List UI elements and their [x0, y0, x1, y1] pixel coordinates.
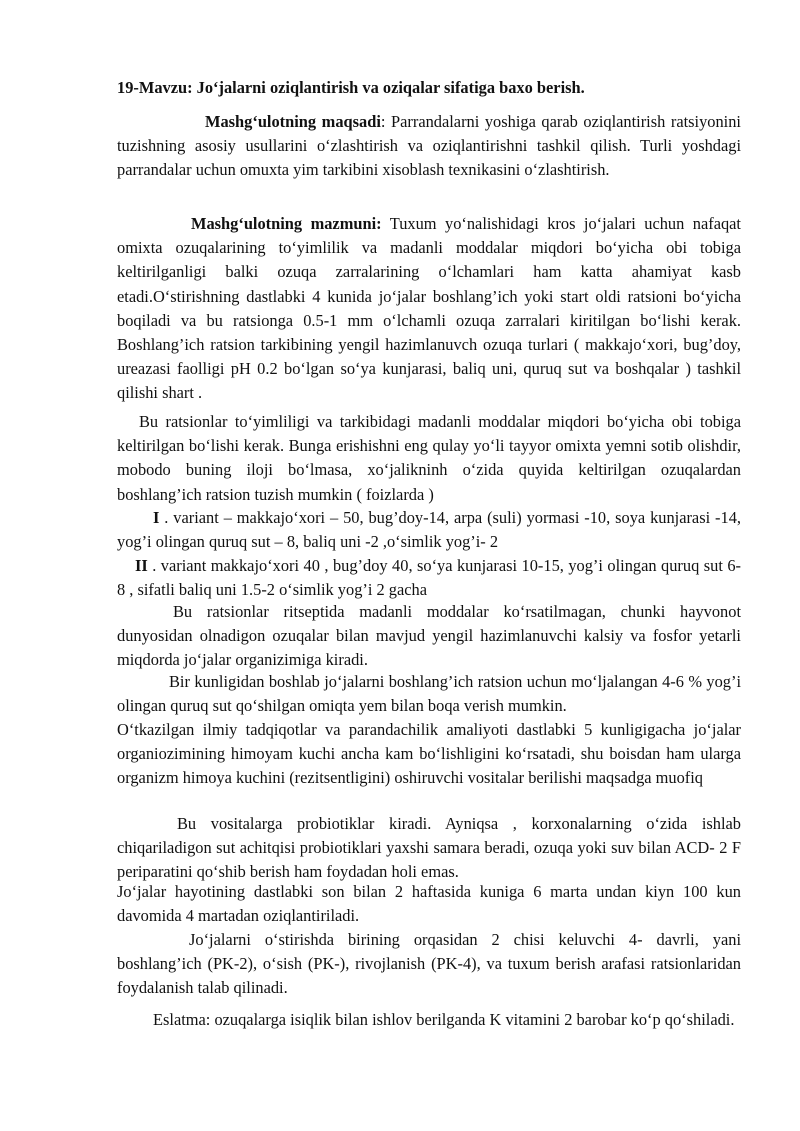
content-paragraph	[117, 212, 741, 406]
content-text: Tuxum yo‘nalishidagi kros jo‘jalari uchun nafaqat omixta ozuqalarining to‘yimlilik va madanli moddalar miqdori bo‘yicha obi tobiga keltirilganligi balki ozuqa zarralarining o‘lchamlari ham katta ahamiyat kasb etadi.O‘stirishning dastlabki 4 kunida jo‘jalar boshlang’ich yoki start oldi ratsioni bo‘yicha boqiladi va bu ratsionga 0.5-1 mm o‘lchamli ozuqa zarralari kiritilgan bo‘lishi kerak. Boshlang’ich ratsion tarkibining yengil hazimlanuvch ozuqa turlari ( makkajo‘xori, bug’doy, ureazasi faolligi pH 0.2 bo‘lgan so‘ya kunjarasi, baliq uni, quruq sut va boshqalar ) tashkil qilishi shart .	[117, 214, 741, 403]
note-paragraph: Eslatma: ozuqalarga isiqlik bilan ishlov berilganda K vitamini 2 barobar ko‘p qo‘shiladi.	[153, 1010, 735, 1029]
goal-label: Mashg‘ulotning maqsadi	[205, 112, 381, 131]
variant-two-label: II	[135, 556, 148, 575]
variant-two-paragraph	[117, 554, 741, 602]
probiotics-paragraph: Bu vositalarga probiotiklar kiradi. Ayniqsa , korxonalarning o‘zida ishlab chiqariladigon sut achitqisi probiotiklari yaxshi samara beradi, ozuqa yoki suv bilan ACD- 2 F periparatini qo‘shib berish ham foydadan holi emas.	[117, 814, 741, 882]
variant-two-text: . variant makkajo‘xori 40 , bug’doy 40, so‘ya kunjarasi 10-15, yog’i olingan quruq sut 6-8 , sifatli baliq uni 1.5-2 o‘simlik yog’i 2 gacha	[117, 556, 741, 600]
rations-paragraph: Bu ratsionlar to‘yimliligi va tarkibidagi madanli moddalar miqdori bo‘yicha obi tobiga keltirilgan bo‘lishi kerak. Bunga erishishni eng qulay yo‘li tayyor omixta yemni sotib olishdir, mobodo buning iloji bo‘lmasa, xo‘jalikninh o‘zida quyida keltirilgan ozuqalardan boshlang’ich ratsion tuzish mumkin ( foizlarda )	[117, 412, 741, 504]
document-title: 19-Mavzu: Jo‘jalarni oziqlantirish va oziqalar sifatiga baxo berish.	[117, 78, 585, 97]
minerals-paragraph: Bu ratsionlar ritseptida madanli moddalar ko‘rsatilmagan, chunki hayvonot dunyosidan olnadigon ozuqalar bilan mavjud yengil hazimlanuvchi kalsiy va fosfor yetarli miqdorda jo‘jalar organizimiga kiradi.	[117, 602, 741, 670]
variant-one-label: I	[153, 508, 160, 527]
content-label: Mashg‘ulotning mazmuni:	[191, 214, 382, 233]
dry-milk-paragraph: Bir kunligidan boshlab jo‘jalarni boshlang’ich ratsion uchun mo‘ljalangan 4-6 % yog’i olingan quruq sut qo‘shilgan omiqta yem bilan boqa verish mumkin.	[117, 672, 741, 716]
variant-one-text: . variant – makkajo‘xori – 50, bug’doy-14, arpa (suli) yormasi -10, soya kunjarasi -14, yog’i olingan quruq sut – 8, baliq uni -2 ,o‘simlik yog’i- 2	[117, 508, 741, 552]
goal-text: : Parrandalarni yoshiga qarab oziqlantirish ratsiyonini tuzishning asosiy usullarini o‘zlashtirish va oziqlantirishni tashkil qilish. Turli yoshdagi parrandalar uchun omuxta yim tarkibini xisoblash texnikasini o‘zlashtirish.	[117, 112, 741, 180]
feeding-frequency-paragraph: Jo‘jalar hayotining dastlabki son bilan 2 haftasida kuniga 6 marta undan kiyn 100 kun davomida 4 martadan oziqlantiriladi.	[117, 882, 741, 926]
variant-one-paragraph	[117, 506, 741, 554]
goal-paragraph	[117, 110, 741, 183]
research-paragraph: O‘tkazilgan ilmiy tadqiqotlar va parandachilik amaliyoti dastlabki 5 kunligigacha jo‘jalar organiozimining himoyam kuchi ancha kam bo‘lishligini ko‘rsatadi, shu boisdan ham ularga organizm himoya kuchini (rezitsentligini) oshiruvchi vositalar berilishi maqsadga muofiq	[117, 720, 741, 788]
periods-paragraph: Jo‘jalarni o‘stirishda birining orqasidan 2 chisi keluvchi 4- davrli, yani boshlang’ich (PK-2), o‘sish (PK-), rivojlanish (PK-4), va tuxum berish arafasi ratsionlaridan foydalanish talab qilinadi.	[117, 930, 741, 998]
